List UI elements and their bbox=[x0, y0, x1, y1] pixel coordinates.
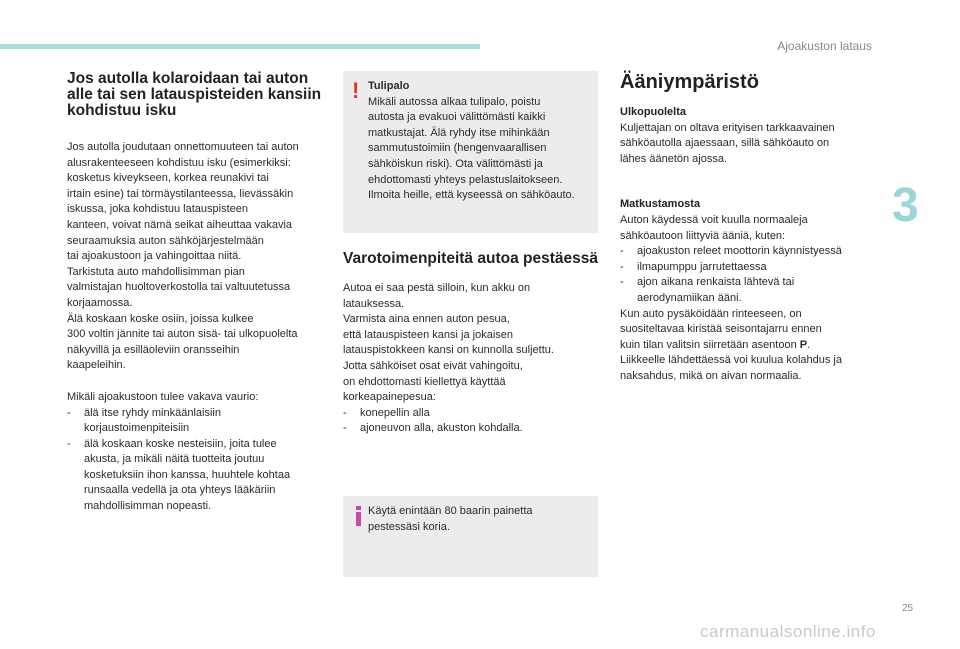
sound-list bbox=[620, 244, 870, 306]
pressure-info-box bbox=[343, 496, 598, 577]
collision-paragraph: Jos autolla joudutaan onnettomuuteen tai auton alusrakenteeseen kohdistuu isku (esimerkiksi: kosketus kiveykseen, korkea reunakivi tai irtain esine) tai törmäystilanteessa, lievässäkin iskussa, joka kohdistuu latauspisteen kanteen, voivat nämä seikat aiheuttaa vakavia seuraamuksia auton sähköjärjestelmään tai ajoakustoon ja vahingoittaa niitä. Tarkistuta auto mahdollisimman pian valmistajan huoltoverkostolla tai valtuutetussa korjaamossa. Älä koskaan koske osiin, joissa kulkee 300 voltin jännite tai auton sisä- tai ulkopuolelta näkyvillä ja esilläoleviin oransseihin kaapeleihin. bbox=[67, 141, 299, 372]
warning-exclamation-icon: ! bbox=[352, 78, 360, 103]
watermark: carmanualsonline.info bbox=[700, 622, 876, 641]
damage-list bbox=[67, 406, 327, 515]
list-item: - ilmapumppu jarrutettaessa bbox=[620, 260, 870, 276]
cabin-subheading: Matkustamosta bbox=[620, 198, 701, 211]
washing-paragraph: Autoa ei saa pestä silloin, kun akku on latauksessa. Varmista aina ennen auton pesua, että latauspisteen kansi ja jokaisen latauspistokkeen kansi on kunnolla suljettu. Jotta sähköiset osat eivät vahingoitu, on ehdottomasti kiellettyä käyttää korkeapainepesua: bbox=[343, 282, 554, 404]
washing-heading: Varotoimenpiteitä autoa pestäessä bbox=[343, 250, 598, 267]
collision-heading: Jos autolla kolaroidaan tai auton alle tai sen latauspisteiden kansiin kohdistuu isku bbox=[67, 70, 322, 119]
column-sound bbox=[620, 71, 870, 385]
list-item: - konepellin alla bbox=[343, 406, 598, 422]
parking-paragraph: Kun auto pysäköidään rinteeseen, on suositeltavaa kiristää seisontajarru ennen kuin tilan valitsin siirretään asentoon P. Liikkeelle lähdettäessä voi kuulua kolahdus ja naksahdus, mikä on aivan normaalia. bbox=[620, 307, 842, 382]
page-number: 25 bbox=[902, 603, 914, 614]
list-item: - älä koskaan koske nesteisiin, joita tulee akusta, ja mikäli näitä tuotteita joutuu kosketuksiin ihon kanssa, huuhtele kohtaa runsaalla vedellä ja ota yhteys lääkäriin mahdollisimman nopeasti. bbox=[67, 437, 327, 515]
chapter-number: 3 bbox=[892, 179, 919, 232]
damage-intro: Mikäli ajoakustoon tulee vakava vaurio: bbox=[67, 390, 259, 403]
washing-list bbox=[343, 406, 598, 437]
outside-subheading: Ulkopuolelta bbox=[620, 106, 687, 118]
column-washing bbox=[343, 71, 598, 533]
fire-warning-box bbox=[343, 71, 598, 233]
outside-paragraph: Kuljettajan on oltava erityisen tarkkaavainen sähköautolla ajaessaan, sillä sähköauto on lähes äänetön ajossa. bbox=[620, 121, 835, 165]
list-item: - ajoakuston releet moottorin käynnistyessä bbox=[620, 244, 870, 260]
warning-text: Mikäli autossa alkaa tulipalo, poistu autosta ja evakuoi välittömästi kaikki matkustajat. Älä ryhdy itse mihinkään sammutustoimiin (hengenvaarallisen sähköiskun riski). Ota välittömästi ja ehdottomasti yhteys pelastuslaitokseen. Ilmoita heille, että kyseessä on sähköauto. bbox=[368, 95, 575, 202]
cabin-paragraph: Auton käydessä voit kuulla normaaleja sähköautoon liittyviä ääniä, kuten: bbox=[620, 213, 808, 242]
section-title: Ajoakuston lataus bbox=[777, 39, 872, 53]
header-accent-bar bbox=[0, 44, 480, 49]
info-icon bbox=[352, 506, 368, 526]
column-collision bbox=[67, 71, 327, 515]
warning-title: Tulipalo bbox=[368, 80, 410, 92]
gear-p-label: P bbox=[799, 338, 808, 351]
list-item: - ajoneuvon alla, akuston kohdalla. bbox=[343, 421, 598, 437]
list-item: - ajon aikana renkaista lähtevä tai aerodynamiikan ääni. bbox=[620, 275, 870, 306]
list-item: - älä itse ryhdy minkäänlaisiin korjaustoimenpiteisiin bbox=[67, 406, 327, 437]
info-text: Käytä enintään 80 baarin painetta pestessäsi koria. bbox=[368, 505, 533, 533]
sound-heading: Ääniympäristö bbox=[620, 71, 759, 93]
